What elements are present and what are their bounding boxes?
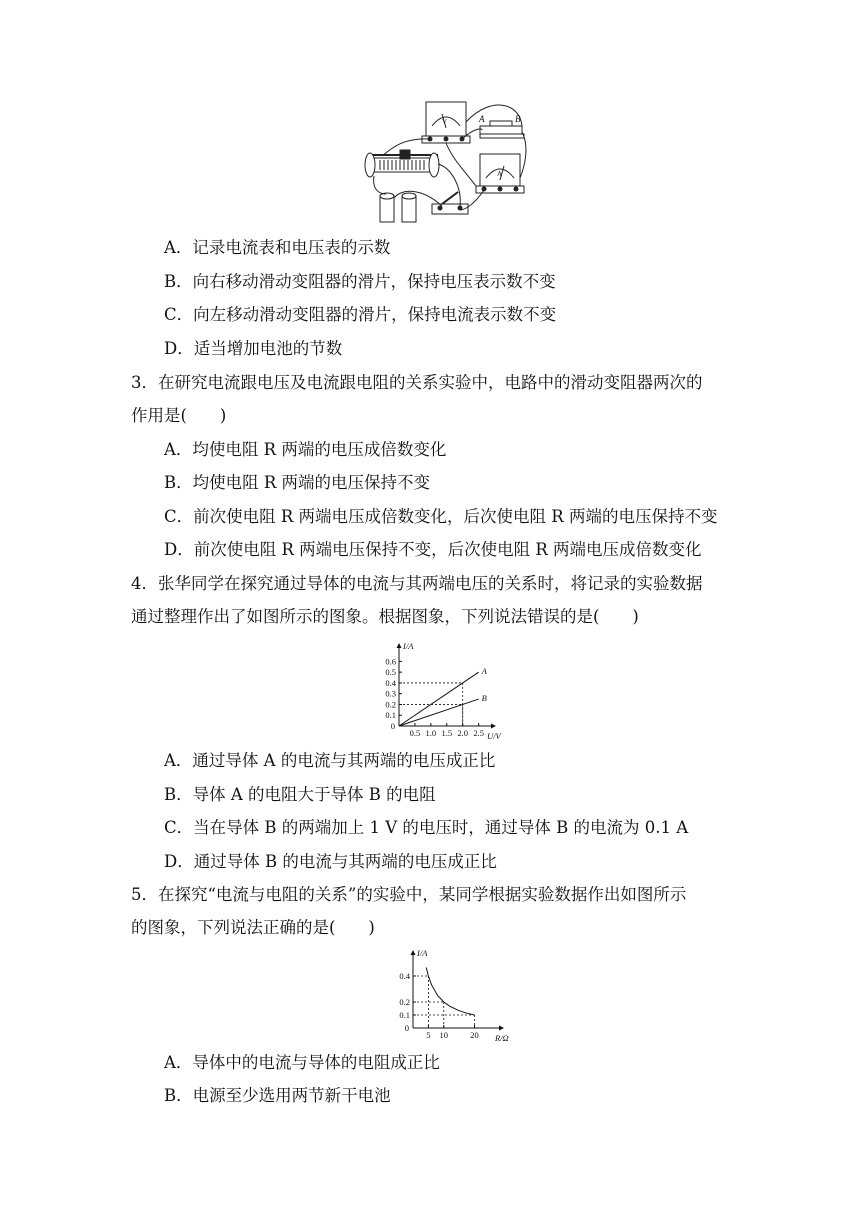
y-tick-label: 0.6 — [385, 656, 396, 667]
q2-option-b: B．向右移动滑动变阻器的滑片，保持电压表示数不变 — [164, 272, 556, 291]
q3-option-d: D．前次使电阻 R 两端电压保持不变，后次使电阻 R 两端电压成倍数变化 — [164, 540, 702, 559]
circuit-apparatus-figure — [362, 98, 532, 224]
q5-option-a: A．导体中的电流与导体的电阻成正比 — [164, 1053, 440, 1072]
q3-option-c: C．前次使电阻 R 两端电压成倍数变化，后次使电阻 R 两端的电压保持不变 — [164, 507, 718, 526]
y-tick-label: 0.1 — [399, 1010, 410, 1020]
q4-option-b: B．导体 A 的电阻大于导体 B 的电阻 — [164, 785, 436, 804]
series-line — [426, 968, 474, 1015]
q5-stem-line1: 5．在探究“电流与电阻的关系”的实验中，某同学根据实验数据作出如图所示 — [131, 885, 687, 904]
q4-option-c: C．当在导体 B 的两端加上 1 V 的电压时，通过导体 B 的电流为 0.1 A — [164, 818, 689, 837]
y-tick-label: 0.1 — [385, 710, 396, 721]
q5-option-b: B．电源至少选用两节新干电池 — [164, 1086, 391, 1105]
q5-stem-line2: 的图象，下列说法正确的是( ) — [131, 918, 375, 937]
q4-option-a: A．通过导体 A 的电流与其两端的电压成正比 — [164, 751, 496, 770]
origin-label: 0 — [404, 1023, 409, 1033]
y-tick-label: 0.2 — [385, 699, 396, 710]
series-line-a — [399, 672, 479, 726]
q2-option-a: A．记录电流表和电压表的示数 — [164, 238, 391, 257]
origin-label: 0 — [390, 721, 395, 731]
x-axis-arrow — [491, 724, 496, 729]
voltmeter-letter: V — [442, 118, 448, 126]
y-tick-label: 0.3 — [385, 688, 396, 699]
x-tick-label: 5 — [426, 1030, 431, 1040]
y-tick-label: 0.4 — [399, 971, 410, 981]
rheostat-icon — [365, 150, 439, 177]
q4-stem-line2: 通过整理作出了如图所示的图象。根据图象，下列说法错误的是( ) — [131, 607, 639, 626]
q2-option-d: D．适当增加电池的节数 — [164, 339, 343, 358]
q3-option-a: A．均使电阻 R 两端的电压成倍数变化 — [164, 440, 447, 459]
battery-icon — [380, 193, 416, 222]
y-tick-label: 0.5 — [385, 667, 396, 678]
label-a: A — [479, 114, 485, 124]
x-axis-label: R/Ω — [495, 1033, 509, 1043]
ammeter-letter: A — [497, 170, 503, 178]
series-line-b — [399, 699, 479, 726]
x-tick-label: 0.5 — [409, 728, 421, 738]
x-tick-label: 20 — [470, 1030, 479, 1040]
q2-option-c: C．向左移动滑动变阻器的滑片，保持电流表示数不变 — [164, 305, 557, 324]
label-b: B — [515, 114, 521, 124]
series-label-a: A — [481, 666, 487, 677]
y-axis-label: I/A — [403, 641, 414, 651]
iu-chart — [355, 638, 515, 742]
q3-stem-line2: 作用是( ) — [131, 406, 227, 425]
x-axis-arrow — [499, 1026, 504, 1031]
q4-option-d: D．通过导体 B 的电流与其两端的电压成正比 — [164, 852, 497, 871]
x-axis-label: U/V — [487, 731, 501, 741]
y-tick-label: 0.2 — [399, 997, 410, 1007]
x-tick-label: 2.5 — [473, 728, 484, 738]
y-axis-label: I/A — [417, 948, 428, 958]
y-axis-arrow — [411, 950, 416, 955]
y-axis-arrow — [397, 643, 402, 648]
ir-chart — [375, 948, 515, 1044]
y-tick-label: 0.4 — [385, 677, 396, 688]
q4-stem-line1: 4．张华同学在探究通过导体的电流与其两端电压的关系时，将记录的实验数据 — [131, 574, 703, 593]
q3-stem-line1: 3．在研究电流跟电压及电流跟电阻的关系实验中，电路中的滑动变阻器两次的 — [131, 373, 703, 392]
series-label-b: B — [481, 693, 487, 704]
x-tick-label: 10 — [439, 1030, 449, 1040]
x-tick-label: 1.5 — [441, 728, 453, 738]
switch-icon — [432, 192, 468, 214]
q3-option-b: B．均使电阻 R 两端的电压保持不变 — [164, 473, 431, 492]
x-tick-label: 2.0 — [457, 728, 469, 738]
x-tick-label: 1.0 — [425, 728, 437, 738]
